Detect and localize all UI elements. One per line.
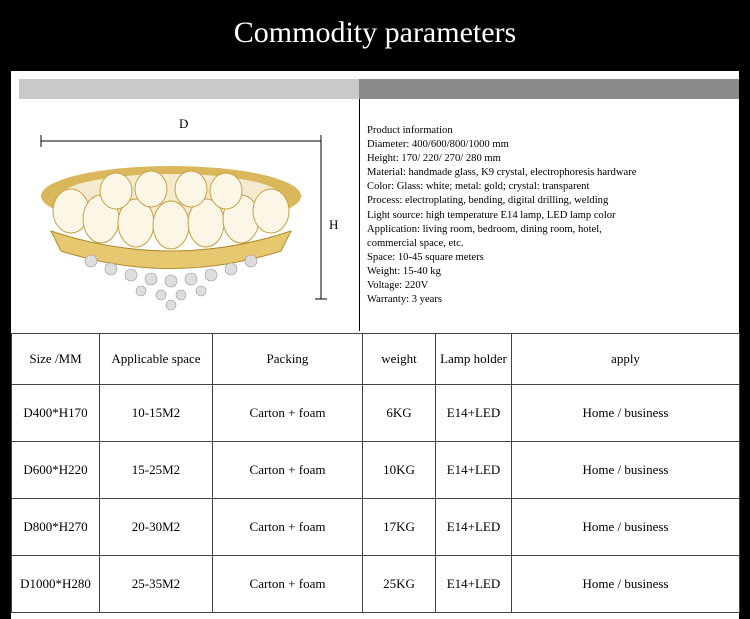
info-line: Weight: 15-40 kg bbox=[367, 265, 441, 277]
info-line: Color: Glass: white; metal: gold; crystal: transparent bbox=[367, 181, 590, 193]
cell-packing: Carton + foam bbox=[213, 385, 363, 442]
table-row bbox=[12, 499, 740, 556]
header-lamp-holder: Lamp holder bbox=[436, 334, 512, 385]
info-line: Process: electroplating, bending, digital drilling, welding bbox=[367, 195, 609, 207]
info-line: Height: 170/ 220/ 270/ 280 mm bbox=[367, 153, 501, 165]
table-row bbox=[12, 556, 740, 613]
page-title: Commodity parameters bbox=[233, 16, 517, 49]
cell-weight: 17KG bbox=[363, 499, 436, 556]
cell-size: D800*H270 bbox=[12, 499, 100, 556]
info-line: Material: handmade glass, K9 crystal, electrophoresis hardware bbox=[367, 167, 637, 179]
info-line: Light source: high temperature E14 lamp, LED lamp color bbox=[367, 209, 616, 221]
cell-size: D400*H170 bbox=[12, 385, 100, 442]
info-line: Space: 10-45 square meters bbox=[367, 251, 484, 263]
cell-apply: Home / business bbox=[512, 385, 740, 442]
cell-packing: Carton + foam bbox=[213, 556, 363, 613]
header-packing: Packing bbox=[213, 334, 363, 385]
header-apply: apply bbox=[512, 334, 740, 385]
cell-lamp-holder: E14+LED bbox=[436, 556, 512, 613]
cell-packing: Carton + foam bbox=[213, 442, 363, 499]
table-row bbox=[12, 442, 740, 499]
cell-space: 25-35M2 bbox=[100, 556, 213, 613]
column-divider bbox=[359, 99, 360, 331]
info-line: commercial space, etc. bbox=[367, 237, 464, 249]
header-weight: weight bbox=[363, 334, 436, 385]
height-label: H bbox=[329, 217, 339, 232]
diameter-label: D bbox=[179, 116, 189, 131]
cell-lamp-holder: E14+LED bbox=[436, 499, 512, 556]
title-banner bbox=[0, 0, 750, 66]
info-line: Application: living room, bedroom, dining room, hotel, bbox=[367, 223, 602, 235]
product-info bbox=[367, 124, 737, 307]
spec-table bbox=[11, 333, 739, 613]
spec-sheet bbox=[11, 71, 739, 619]
header-space: Applicable space bbox=[100, 334, 213, 385]
cell-apply: Home / business bbox=[512, 499, 740, 556]
cell-size: D600*H220 bbox=[12, 442, 100, 499]
cell-weight: 25KG bbox=[363, 556, 436, 613]
right-header-bar bbox=[359, 79, 739, 99]
chandelier-diagram bbox=[31, 111, 351, 341]
cell-weight: 6KG bbox=[363, 385, 436, 442]
info-line: Product information bbox=[367, 125, 453, 136]
cell-lamp-holder: E14+LED bbox=[436, 385, 512, 442]
info-line: Diameter: 400/600/800/1000 mm bbox=[367, 139, 509, 151]
cell-space: 20-30M2 bbox=[100, 499, 213, 556]
cell-apply: Home / business bbox=[512, 442, 740, 499]
cell-size: D1000*H280 bbox=[12, 556, 100, 613]
header-size: Size /MM bbox=[12, 334, 100, 385]
table-header-row bbox=[12, 334, 740, 385]
left-header-bar bbox=[19, 79, 359, 99]
cell-space: 15-25M2 bbox=[100, 442, 213, 499]
cell-packing: Carton + foam bbox=[213, 499, 363, 556]
table-row bbox=[12, 385, 740, 442]
cell-apply: Home / business bbox=[512, 556, 740, 613]
cell-lamp-holder: E14+LED bbox=[436, 442, 512, 499]
cell-space: 10-15M2 bbox=[100, 385, 213, 442]
cell-weight: 10KG bbox=[363, 442, 436, 499]
info-line: Warranty: 3 years bbox=[367, 294, 443, 306]
info-line: Voltage: 220V bbox=[367, 280, 429, 292]
